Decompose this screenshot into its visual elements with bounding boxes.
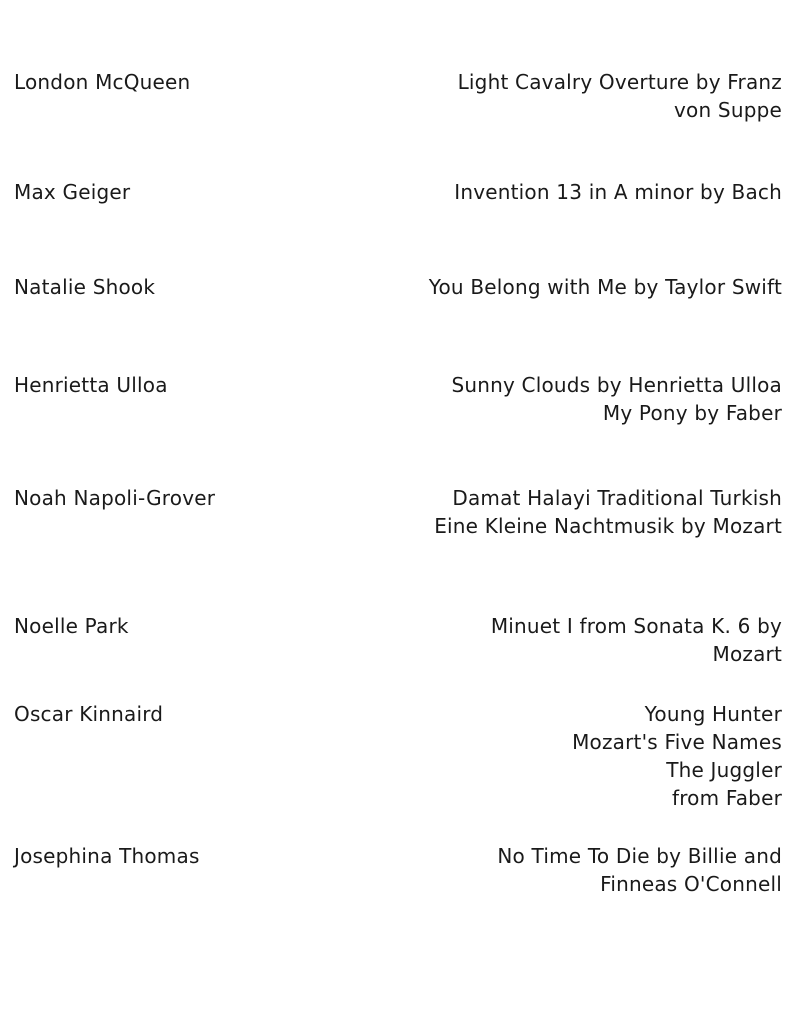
piece-line: Mozart: [712, 642, 782, 666]
program-entry: [0, 700, 791, 820]
program-entry: [0, 484, 791, 604]
piece-line: Eine Kleine Nachtmusik by Mozart: [434, 514, 782, 538]
performer-name: Natalie Shook: [14, 275, 156, 299]
performer-name: London McQueen: [14, 70, 191, 94]
program-entry: [0, 842, 791, 962]
piece-line: Light Cavalry Overture by Franz: [457, 70, 782, 94]
piece-line: The Juggler: [666, 758, 782, 782]
program-entry: [0, 68, 791, 188]
performer-name: Noelle Park: [14, 614, 129, 638]
piece-line: from Faber: [671, 786, 782, 810]
piece-list: [497, 842, 782, 898]
piece-list: [429, 273, 782, 301]
piece-list: [434, 484, 782, 540]
piece-line: My Pony by Faber: [602, 401, 782, 425]
performer-name: Henrietta Ulloa: [14, 373, 168, 397]
piece-line: Minuet I from Sonata K. 6 by: [490, 614, 782, 638]
piece-line: Damat Halayi Traditional Turkish: [452, 486, 782, 510]
piece-list: [572, 700, 782, 812]
piece-list: [451, 371, 782, 427]
piece-line: Finneas O'Connell: [600, 872, 782, 896]
piece-line: Mozart's Five Names: [572, 730, 782, 754]
piece-line: Sunny Clouds by Henrietta Ulloa: [451, 373, 782, 397]
piece-line: von Suppe: [674, 98, 782, 122]
piece-line: No Time To Die by Billie and: [497, 844, 782, 868]
piece-line: Young Hunter: [644, 702, 782, 726]
piece-list: [454, 178, 782, 206]
piece-list: [491, 612, 782, 668]
piece-list: [458, 68, 782, 124]
piece-line: You Belong with Me by Taylor Swift: [428, 275, 782, 299]
piece-line: Invention 13 in A minor by Bach: [454, 180, 782, 204]
performer-name: Josephina Thomas: [14, 844, 200, 868]
performer-name: Noah Napoli-Grover: [14, 486, 216, 510]
performer-name: Max Geiger: [14, 180, 131, 204]
program-entry: [0, 371, 791, 491]
performer-name: Oscar Kinnaird: [14, 702, 164, 726]
